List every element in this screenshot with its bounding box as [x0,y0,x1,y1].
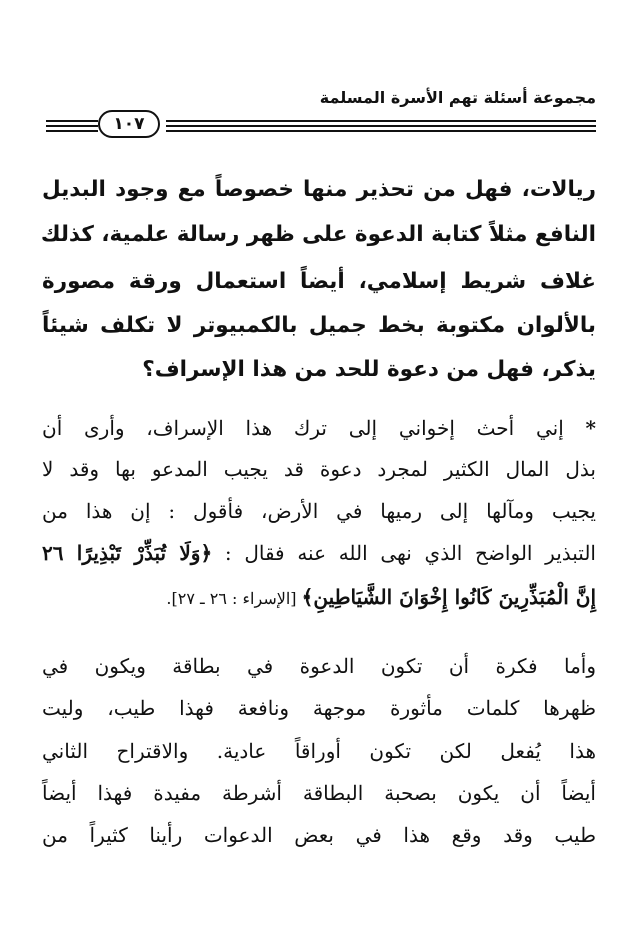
verse-reference: [الإسراء : ٢٦ ـ ٢٧]. [166,589,302,608]
quran-verse: ﴿وَلَا تُبَذِّرْ تَبْذِيرًا ٢٦ [42,541,213,565]
answer-line [42,578,596,618]
header-rule [166,125,596,127]
answer-text: التبذير الواضح الذي نهى الله عنه فقال : [212,541,596,565]
question-line: النافع مثلاً كتابة الدعوة على ظهر رسالة علمية، كذلك [40,222,596,247]
header-rule [46,120,98,122]
question-line: ريالات، فهل من تحذير منها خصوصاً مع وجود البديل [42,177,596,202]
question-line: بالألوان مكتوبة بخط جميل بالكمبيوتر لا تكلف شيئاً [42,313,596,338]
answer-line [42,409,596,447]
paragraph-line: أيضاً أن يكون بصحبة البطاقة أشرطة مفيدة فهذا أيضاً [42,781,596,805]
page-number: ١٠٧ [98,110,160,138]
header-rule [166,120,596,122]
answer-marker: * [585,416,596,440]
header-rule [46,125,98,127]
header-rule [166,130,596,132]
answer-line [42,534,596,572]
quran-verse: إِنَّ الْمُبَذِّرِينَ كَانُوا إِخْوَانَ الشَّيَاطِينِ﴾ [301,585,596,609]
running-title: مجموعة أسئلة تهم الأسرة المسلمة [319,88,596,107]
answer-text: إني أحث إخواني إلى ترك هذا الإسراف، وأرى أن [42,416,564,440]
header-rule [46,130,98,132]
answer-line: بذل المال الكثير لمجرد دعوة قد يجيب المدعو بها وقد لا [42,457,596,481]
paragraph-line: ظهرها كلمات مأثورة موجهة ونافعة فهذا طيب، وليت [42,696,596,720]
question-line: يذكر، فهل من دعوة للحد من هذا الإسراف؟ [142,357,596,382]
paragraph-line: وأما فكرة أن تكون الدعوة في بطاقة ويكون في [42,654,596,678]
question-line: غلاف شريط إسلامي، أيضاً استعمال ورقة مصورة [42,269,596,294]
paragraph-line: هذا يُفعل لكن تكون أوراقاً عادية. والاقتراح الثاني [42,739,596,763]
paragraph-line: طيب وقد وقع هذا في بعض الدعوات رأينا كثيراً من [42,823,596,847]
answer-line: يجيب ومآلها إلى رميها في الأرض، فأقول : إن هذا من [42,499,596,523]
